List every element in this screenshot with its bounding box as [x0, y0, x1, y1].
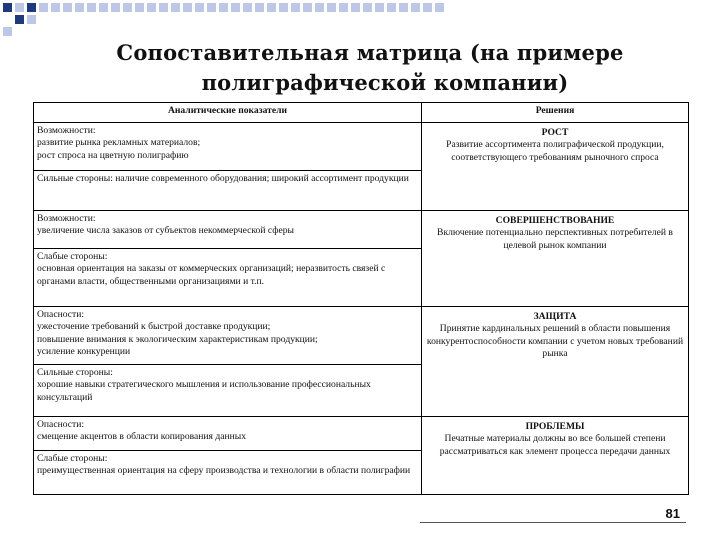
comparison-matrix-table — [33, 102, 689, 495]
table-row — [34, 307, 689, 365]
slide-title — [0, 38, 720, 98]
solution-cell — [422, 307, 689, 417]
solution-title: ЗАЩИТА — [533, 311, 577, 322]
indicator-cell: Сильные стороны: хорошие навыки стратегического мышления и использование профессиональных консультаций — [34, 365, 422, 417]
indicator-cell: Сильные стороны: наличие современного оборудования; широкий ассортимент продукции — [34, 171, 422, 211]
solution-text: Включение потенциально перспективных потребителей в целевой рынок компании — [437, 227, 673, 251]
solution-cell — [422, 417, 689, 495]
solution-text: Развитие ассортимента полиграфической продукции, соответствующего требованиям рыночного спроса — [446, 139, 664, 163]
solution-title: РОСТ — [541, 127, 569, 138]
indicator-cell: Опасности: ужесточение требований к быстрой доставке продукции; повышение внимания к экологическим характеристикам продукции; усиление конкуренции — [34, 307, 422, 365]
indicator-cell: Опасности: смещение акцентов в области копирования данных — [34, 417, 422, 451]
header-solutions: Решения — [422, 103, 689, 123]
page-divider — [420, 522, 686, 523]
indicator-cell: Возможности: развитие рынка рекламных материалов; рост спроса на цветную полиграфию — [34, 123, 422, 171]
solution-cell — [422, 123, 689, 211]
table-header-row — [34, 103, 689, 123]
page-number: 81 — [665, 506, 680, 521]
solution-text: Принятие кардинальных решений в области повышения конкурентоспособности компании с учетом новых требований рынка — [426, 323, 684, 360]
table-row — [34, 211, 689, 249]
table-row — [34, 123, 689, 171]
decorative-squares — [0, 0, 460, 42]
title-line-2: полиграфической компании) — [201, 70, 569, 95]
title-line-1: Сопоставительная матрица (на примере — [116, 40, 624, 65]
solution-text: Печатные материалы должны во все большей степени рассматриваться как элемент процесса передачи данных — [439, 433, 671, 457]
indicator-cell: Слабые стороны: основная ориентация на заказы от коммерческих организаций; неразвитость связей с органами власти, общественными организациями и т.п. — [34, 249, 422, 307]
indicator-cell: Слабые стороны: преимущественная ориентация на сферу производства и технологии в области полиграфии — [34, 451, 422, 495]
header-indicators: Аналитические показатели — [34, 103, 422, 123]
table-row — [34, 417, 689, 451]
indicator-cell: Возможности: увеличение числа заказов от субъектов некоммерческой сферы — [34, 211, 422, 249]
solution-cell — [422, 211, 689, 307]
solution-title: СОВЕРШЕНСТВОВАНИЕ — [495, 215, 615, 226]
solution-title: ПРОБЛЕМЫ — [525, 421, 585, 432]
